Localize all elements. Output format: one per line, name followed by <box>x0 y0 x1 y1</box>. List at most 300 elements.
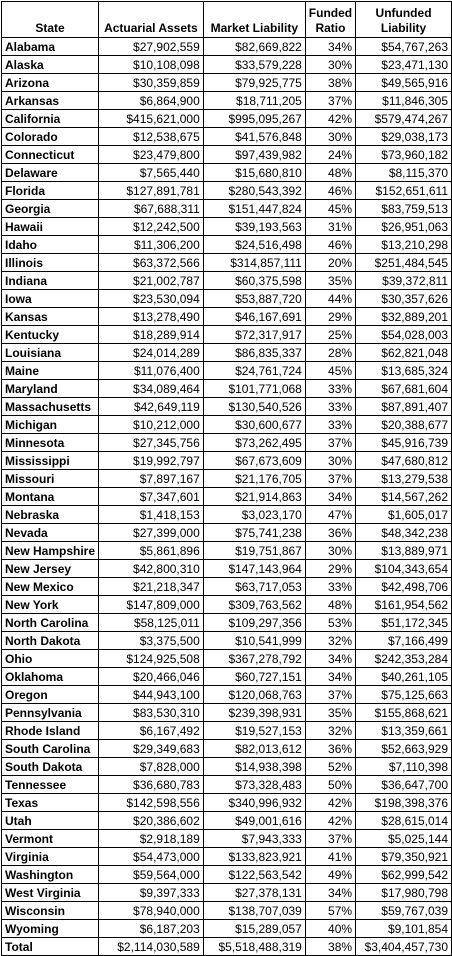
cell-funded-ratio: 48% <box>305 596 355 614</box>
cell-market-liability: $27,378,131 <box>203 884 305 902</box>
cell-actuarial-assets: $27,345,756 <box>99 434 204 452</box>
cell-state: Maine <box>2 362 99 380</box>
cell-state: California <box>2 110 99 128</box>
cell-unfunded-liability: $73,960,182 <box>356 146 452 164</box>
cell-unfunded-liability: $40,261,105 <box>356 668 452 686</box>
cell-market-liability: $86,835,337 <box>203 344 305 362</box>
cell-market-liability: $314,857,111 <box>203 254 305 272</box>
cell-unfunded-liability: $579,474,267 <box>356 110 452 128</box>
cell-unfunded-liability: $32,889,201 <box>356 308 452 326</box>
cell-market-liability: $60,727,151 <box>203 668 305 686</box>
table-row <box>2 506 452 524</box>
cell-funded-ratio: 30% <box>305 128 355 146</box>
cell-funded-ratio: 37% <box>305 434 355 452</box>
cell-funded-ratio: 32% <box>305 722 355 740</box>
table-row <box>2 740 452 758</box>
cell-actuarial-assets: $58,125,011 <box>99 614 204 632</box>
table-row <box>2 560 452 578</box>
cell-unfunded-liability: $13,210,298 <box>356 236 452 254</box>
cell-funded-ratio: 33% <box>305 398 355 416</box>
cell-market-liability: $109,297,356 <box>203 614 305 632</box>
cell-funded-ratio: 42% <box>305 812 355 830</box>
cell-state: Oregon <box>2 686 99 704</box>
cell-unfunded-liability: $11,846,305 <box>356 92 452 110</box>
cell-unfunded-liability: $13,685,324 <box>356 362 452 380</box>
cell-state: New York <box>2 596 99 614</box>
cell-funded-ratio: 30% <box>305 542 355 560</box>
cell-actuarial-assets: $1,418,153 <box>99 506 204 524</box>
cell-market-liability: $3,023,170 <box>203 506 305 524</box>
cell-state: Montana <box>2 488 99 506</box>
table-row <box>2 308 452 326</box>
cell-funded-ratio: 52% <box>305 758 355 776</box>
cell-state: Arkansas <box>2 92 99 110</box>
cell-state: Delaware <box>2 164 99 182</box>
cell-actuarial-assets: $67,688,311 <box>99 200 204 218</box>
table-row <box>2 524 452 542</box>
table-row <box>2 254 452 272</box>
table-row <box>2 668 452 686</box>
cell-market-liability: $280,543,392 <box>203 182 305 200</box>
header-funded-ratio: Funded Ratio <box>305 2 355 38</box>
cell-state: Pennsylvania <box>2 704 99 722</box>
cell-actuarial-assets: $2,918,189 <box>99 830 204 848</box>
table-body <box>2 38 452 938</box>
cell-state: Michigan <box>2 416 99 434</box>
cell-unfunded-liability: $14,567,262 <box>356 488 452 506</box>
table-row <box>2 596 452 614</box>
cell-unfunded-liability: $20,388,677 <box>356 416 452 434</box>
cell-state: Idaho <box>2 236 99 254</box>
cell-unfunded-liability: $62,821,048 <box>356 344 452 362</box>
cell-market-liability: $24,761,724 <box>203 362 305 380</box>
cell-state: South Dakota <box>2 758 99 776</box>
cell-funded-ratio: 46% <box>305 236 355 254</box>
cell-actuarial-assets: $10,108,098 <box>99 56 204 74</box>
cell-funded-ratio: 53% <box>305 614 355 632</box>
cell-market-liability: $30,600,677 <box>203 416 305 434</box>
cell-market-liability: $367,278,792 <box>203 650 305 668</box>
cell-actuarial-assets: $11,076,400 <box>99 362 204 380</box>
table-row <box>2 164 452 182</box>
cell-state: Virginia <box>2 848 99 866</box>
cell-market-liability: $18,711,205 <box>203 92 305 110</box>
cell-actuarial-assets: $9,397,333 <box>99 884 204 902</box>
cell-actuarial-assets: $59,564,000 <box>99 866 204 884</box>
cell-actuarial-assets: $44,943,100 <box>99 686 204 704</box>
cell-market-liability: $67,673,609 <box>203 452 305 470</box>
cell-funded-ratio: 35% <box>305 272 355 290</box>
cell-funded-ratio: 45% <box>305 362 355 380</box>
cell-funded-ratio: 33% <box>305 380 355 398</box>
cell-unfunded-liability: $242,353,284 <box>356 650 452 668</box>
cell-actuarial-assets: $13,278,490 <box>99 308 204 326</box>
cell-actuarial-assets: $127,891,781 <box>99 182 204 200</box>
cell-actuarial-assets: $3,375,500 <box>99 632 204 650</box>
cell-funded-ratio: 49% <box>305 866 355 884</box>
cell-state: New Mexico <box>2 578 99 596</box>
cell-unfunded-liability: $7,166,499 <box>356 632 452 650</box>
cell-unfunded-liability: $29,038,173 <box>356 128 452 146</box>
total-unfunded-liability: $3,404,457,730 <box>356 938 452 956</box>
cell-actuarial-assets: $23,479,800 <box>99 146 204 164</box>
table-row <box>2 110 452 128</box>
cell-funded-ratio: 34% <box>305 668 355 686</box>
cell-market-liability: $309,763,562 <box>203 596 305 614</box>
cell-market-liability: $340,996,932 <box>203 794 305 812</box>
cell-market-liability: $19,751,867 <box>203 542 305 560</box>
cell-funded-ratio: 38% <box>305 74 355 92</box>
cell-actuarial-assets: $20,386,602 <box>99 812 204 830</box>
cell-funded-ratio: 28% <box>305 344 355 362</box>
cell-unfunded-liability: $17,980,798 <box>356 884 452 902</box>
cell-actuarial-assets: $42,800,310 <box>99 560 204 578</box>
cell-funded-ratio: 46% <box>305 182 355 200</box>
cell-market-liability: $995,095,267 <box>203 110 305 128</box>
cell-state: Oklahoma <box>2 668 99 686</box>
cell-unfunded-liability: $152,651,611 <box>356 182 452 200</box>
cell-market-liability: $41,576,848 <box>203 128 305 146</box>
table-row <box>2 776 452 794</box>
cell-unfunded-liability: $30,357,626 <box>356 290 452 308</box>
cell-state: Alaska <box>2 56 99 74</box>
cell-actuarial-assets: $147,809,000 <box>99 596 204 614</box>
table-row <box>2 92 452 110</box>
cell-actuarial-assets: $19,992,797 <box>99 452 204 470</box>
cell-market-liability: $147,143,964 <box>203 560 305 578</box>
cell-market-liability: $46,167,691 <box>203 308 305 326</box>
cell-state: Hawaii <box>2 218 99 236</box>
table-row <box>2 182 452 200</box>
table-row <box>2 236 452 254</box>
table-row <box>2 416 452 434</box>
cell-funded-ratio: 37% <box>305 830 355 848</box>
cell-state: Utah <box>2 812 99 830</box>
table-row <box>2 452 452 470</box>
cell-unfunded-liability: $83,759,513 <box>356 200 452 218</box>
cell-market-liability: $82,013,612 <box>203 740 305 758</box>
cell-funded-ratio: 41% <box>305 848 355 866</box>
cell-actuarial-assets: $36,680,783 <box>99 776 204 794</box>
cell-market-liability: $138,707,039 <box>203 902 305 920</box>
cell-actuarial-assets: $54,473,000 <box>99 848 204 866</box>
cell-market-liability: $49,001,616 <box>203 812 305 830</box>
cell-unfunded-liability: $62,999,542 <box>356 866 452 884</box>
cell-state: Minnesota <box>2 434 99 452</box>
cell-funded-ratio: 34% <box>305 38 355 56</box>
cell-market-liability: $15,680,810 <box>203 164 305 182</box>
cell-market-liability: $239,398,931 <box>203 704 305 722</box>
header-actuarial-assets: Actuarial Assets <box>99 2 204 38</box>
cell-unfunded-liability: $155,868,621 <box>356 704 452 722</box>
cell-state: Rhode Island <box>2 722 99 740</box>
cell-state: Texas <box>2 794 99 812</box>
table-row <box>2 722 452 740</box>
cell-unfunded-liability: $67,681,604 <box>356 380 452 398</box>
cell-state: Arizona <box>2 74 99 92</box>
cell-funded-ratio: 25% <box>305 326 355 344</box>
cell-state: Tennessee <box>2 776 99 794</box>
cell-actuarial-assets: $12,242,500 <box>99 218 204 236</box>
table-row <box>2 902 452 920</box>
cell-unfunded-liability: $87,891,407 <box>356 398 452 416</box>
table-row <box>2 830 452 848</box>
table-row <box>2 344 452 362</box>
cell-unfunded-liability: $52,663,929 <box>356 740 452 758</box>
table-row <box>2 848 452 866</box>
cell-unfunded-liability: $28,615,014 <box>356 812 452 830</box>
cell-state: Ohio <box>2 650 99 668</box>
table-row <box>2 884 452 902</box>
cell-unfunded-liability: $23,471,130 <box>356 56 452 74</box>
cell-funded-ratio: 30% <box>305 56 355 74</box>
cell-unfunded-liability: $104,343,654 <box>356 560 452 578</box>
cell-market-liability: $122,563,542 <box>203 866 305 884</box>
table-row <box>2 920 452 938</box>
cell-market-liability: $133,823,921 <box>203 848 305 866</box>
cell-funded-ratio: 37% <box>305 470 355 488</box>
cell-market-liability: $97,439,982 <box>203 146 305 164</box>
cell-funded-ratio: 45% <box>305 200 355 218</box>
cell-actuarial-assets: $63,372,566 <box>99 254 204 272</box>
table-row <box>2 56 452 74</box>
cell-funded-ratio: 34% <box>305 650 355 668</box>
table-row <box>2 434 452 452</box>
cell-state: Maryland <box>2 380 99 398</box>
cell-actuarial-assets: $7,565,440 <box>99 164 204 182</box>
cell-funded-ratio: 37% <box>305 92 355 110</box>
cell-unfunded-liability: $48,342,238 <box>356 524 452 542</box>
table-row <box>2 38 452 56</box>
cell-market-liability: $82,669,822 <box>203 38 305 56</box>
table-row <box>2 686 452 704</box>
pension-funding-table <box>1 1 452 956</box>
table-row <box>2 290 452 308</box>
cell-actuarial-assets: $7,828,000 <box>99 758 204 776</box>
table-row <box>2 146 452 164</box>
cell-actuarial-assets: $6,187,203 <box>99 920 204 938</box>
cell-state: Alabama <box>2 38 99 56</box>
cell-market-liability: $33,579,228 <box>203 56 305 74</box>
cell-market-liability: $21,176,705 <box>203 470 305 488</box>
cell-funded-ratio: 24% <box>305 146 355 164</box>
cell-funded-ratio: 36% <box>305 740 355 758</box>
cell-state: Colorado <box>2 128 99 146</box>
cell-state: West Virginia <box>2 884 99 902</box>
table-row <box>2 272 452 290</box>
cell-actuarial-assets: $18,289,914 <box>99 326 204 344</box>
cell-funded-ratio: 20% <box>305 254 355 272</box>
table-row <box>2 470 452 488</box>
total-market-liability: $5,518,488,319 <box>203 938 305 956</box>
table-row <box>2 74 452 92</box>
cell-market-liability: $79,925,775 <box>203 74 305 92</box>
cell-unfunded-liability: $39,372,811 <box>356 272 452 290</box>
cell-funded-ratio: 35% <box>305 704 355 722</box>
cell-funded-ratio: 44% <box>305 290 355 308</box>
cell-unfunded-liability: $45,916,739 <box>356 434 452 452</box>
cell-funded-ratio: 31% <box>305 218 355 236</box>
cell-unfunded-liability: $79,350,921 <box>356 848 452 866</box>
cell-market-liability: $15,289,057 <box>203 920 305 938</box>
cell-market-liability: $101,771,068 <box>203 380 305 398</box>
total-label: Total <box>2 938 99 956</box>
cell-market-liability: $72,317,917 <box>203 326 305 344</box>
cell-state: Missouri <box>2 470 99 488</box>
cell-unfunded-liability: $75,125,663 <box>356 686 452 704</box>
cell-state: Indiana <box>2 272 99 290</box>
cell-market-liability: $75,741,238 <box>203 524 305 542</box>
cell-actuarial-assets: $5,861,896 <box>99 542 204 560</box>
cell-actuarial-assets: $7,897,167 <box>99 470 204 488</box>
cell-actuarial-assets: $30,359,859 <box>99 74 204 92</box>
cell-funded-ratio: 34% <box>305 884 355 902</box>
cell-actuarial-assets: $83,530,310 <box>99 704 204 722</box>
header-market-liability: Market Liability <box>203 2 305 38</box>
table-row <box>2 758 452 776</box>
cell-unfunded-liability: $9,101,854 <box>356 920 452 938</box>
cell-state: Kentucky <box>2 326 99 344</box>
cell-actuarial-assets: $78,940,000 <box>99 902 204 920</box>
cell-actuarial-assets: $24,014,289 <box>99 344 204 362</box>
table-row <box>2 704 452 722</box>
cell-state: New Hampshire <box>2 542 99 560</box>
cell-unfunded-liability: $5,025,144 <box>356 830 452 848</box>
cell-funded-ratio: 29% <box>305 308 355 326</box>
table-row <box>2 542 452 560</box>
cell-market-liability: $60,375,598 <box>203 272 305 290</box>
table-row <box>2 398 452 416</box>
table-row <box>2 326 452 344</box>
cell-funded-ratio: 42% <box>305 110 355 128</box>
cell-funded-ratio: 34% <box>305 488 355 506</box>
cell-actuarial-assets: $11,306,200 <box>99 236 204 254</box>
cell-actuarial-assets: $20,466,046 <box>99 668 204 686</box>
cell-unfunded-liability: $7,110,398 <box>356 758 452 776</box>
cell-unfunded-liability: $13,359,661 <box>356 722 452 740</box>
cell-actuarial-assets: $6,864,900 <box>99 92 204 110</box>
cell-state: New Jersey <box>2 560 99 578</box>
header-row <box>2 2 452 38</box>
cell-funded-ratio: 42% <box>305 794 355 812</box>
cell-actuarial-assets: $29,349,683 <box>99 740 204 758</box>
table-row <box>2 578 452 596</box>
cell-unfunded-liability: $8,115,370 <box>356 164 452 182</box>
cell-funded-ratio: 37% <box>305 686 355 704</box>
cell-state: South Carolina <box>2 740 99 758</box>
table-row <box>2 488 452 506</box>
table-row <box>2 650 452 668</box>
table-row <box>2 362 452 380</box>
table-row <box>2 128 452 146</box>
cell-state: Wisconsin <box>2 902 99 920</box>
cell-state: Connecticut <box>2 146 99 164</box>
cell-market-liability: $151,447,824 <box>203 200 305 218</box>
cell-market-liability: $120,068,763 <box>203 686 305 704</box>
cell-market-liability: $73,328,483 <box>203 776 305 794</box>
cell-state: Wyoming <box>2 920 99 938</box>
cell-actuarial-assets: $12,538,675 <box>99 128 204 146</box>
table-row <box>2 614 452 632</box>
cell-actuarial-assets: $34,089,464 <box>99 380 204 398</box>
cell-actuarial-assets: $21,218,347 <box>99 578 204 596</box>
cell-market-liability: $7,943,333 <box>203 830 305 848</box>
cell-unfunded-liability: $13,889,971 <box>356 542 452 560</box>
table-row <box>2 200 452 218</box>
cell-actuarial-assets: $6,167,492 <box>99 722 204 740</box>
cell-state: North Dakota <box>2 632 99 650</box>
cell-unfunded-liability: $42,498,706 <box>356 578 452 596</box>
table-row <box>2 812 452 830</box>
cell-state: Nebraska <box>2 506 99 524</box>
total-actuarial-assets: $2,114,030,589 <box>99 938 204 956</box>
cell-unfunded-liability: $51,172,345 <box>356 614 452 632</box>
cell-state: Kansas <box>2 308 99 326</box>
cell-funded-ratio: 40% <box>305 920 355 938</box>
cell-funded-ratio: 32% <box>305 632 355 650</box>
cell-funded-ratio: 50% <box>305 776 355 794</box>
cell-market-liability: $130,540,526 <box>203 398 305 416</box>
cell-state: Louisiana <box>2 344 99 362</box>
cell-funded-ratio: 30% <box>305 452 355 470</box>
cell-market-liability: $39,193,563 <box>203 218 305 236</box>
header-state: State <box>2 2 99 38</box>
cell-funded-ratio: 29% <box>305 560 355 578</box>
cell-actuarial-assets: $7,347,601 <box>99 488 204 506</box>
cell-actuarial-assets: $27,399,000 <box>99 524 204 542</box>
cell-funded-ratio: 57% <box>305 902 355 920</box>
cell-funded-ratio: 33% <box>305 416 355 434</box>
cell-actuarial-assets: $124,925,508 <box>99 650 204 668</box>
cell-unfunded-liability: $251,484,545 <box>356 254 452 272</box>
cell-funded-ratio: 47% <box>305 506 355 524</box>
cell-market-liability: $19,527,153 <box>203 722 305 740</box>
cell-funded-ratio: 48% <box>305 164 355 182</box>
cell-unfunded-liability: $13,279,538 <box>356 470 452 488</box>
cell-market-liability: $24,516,498 <box>203 236 305 254</box>
cell-unfunded-liability: $161,954,562 <box>356 596 452 614</box>
cell-actuarial-assets: $27,902,559 <box>99 38 204 56</box>
cell-state: Washington <box>2 866 99 884</box>
cell-unfunded-liability: $59,767,039 <box>356 902 452 920</box>
cell-funded-ratio: 33% <box>305 578 355 596</box>
cell-unfunded-liability: $198,398,376 <box>356 794 452 812</box>
cell-unfunded-liability: $36,647,700 <box>356 776 452 794</box>
table-row <box>2 218 452 236</box>
total-row <box>2 938 452 956</box>
cell-actuarial-assets: $415,621,000 <box>99 110 204 128</box>
cell-funded-ratio: 36% <box>305 524 355 542</box>
cell-market-liability: $14,938,398 <box>203 758 305 776</box>
cell-market-liability: $63,717,053 <box>203 578 305 596</box>
cell-state: Illinois <box>2 254 99 272</box>
cell-state: Iowa <box>2 290 99 308</box>
cell-market-liability: $53,887,720 <box>203 290 305 308</box>
table-row <box>2 794 452 812</box>
cell-state: Massachusetts <box>2 398 99 416</box>
table-row <box>2 632 452 650</box>
header-unfunded-liability: Unfunded Liability <box>356 2 452 38</box>
cell-unfunded-liability: $47,680,812 <box>356 452 452 470</box>
cell-actuarial-assets: $142,598,556 <box>99 794 204 812</box>
cell-state: Nevada <box>2 524 99 542</box>
cell-unfunded-liability: $54,028,003 <box>356 326 452 344</box>
cell-actuarial-assets: $21,002,787 <box>99 272 204 290</box>
cell-state: Vermont <box>2 830 99 848</box>
cell-unfunded-liability: $1,605,017 <box>356 506 452 524</box>
cell-state: North Carolina <box>2 614 99 632</box>
cell-market-liability: $21,914,863 <box>203 488 305 506</box>
